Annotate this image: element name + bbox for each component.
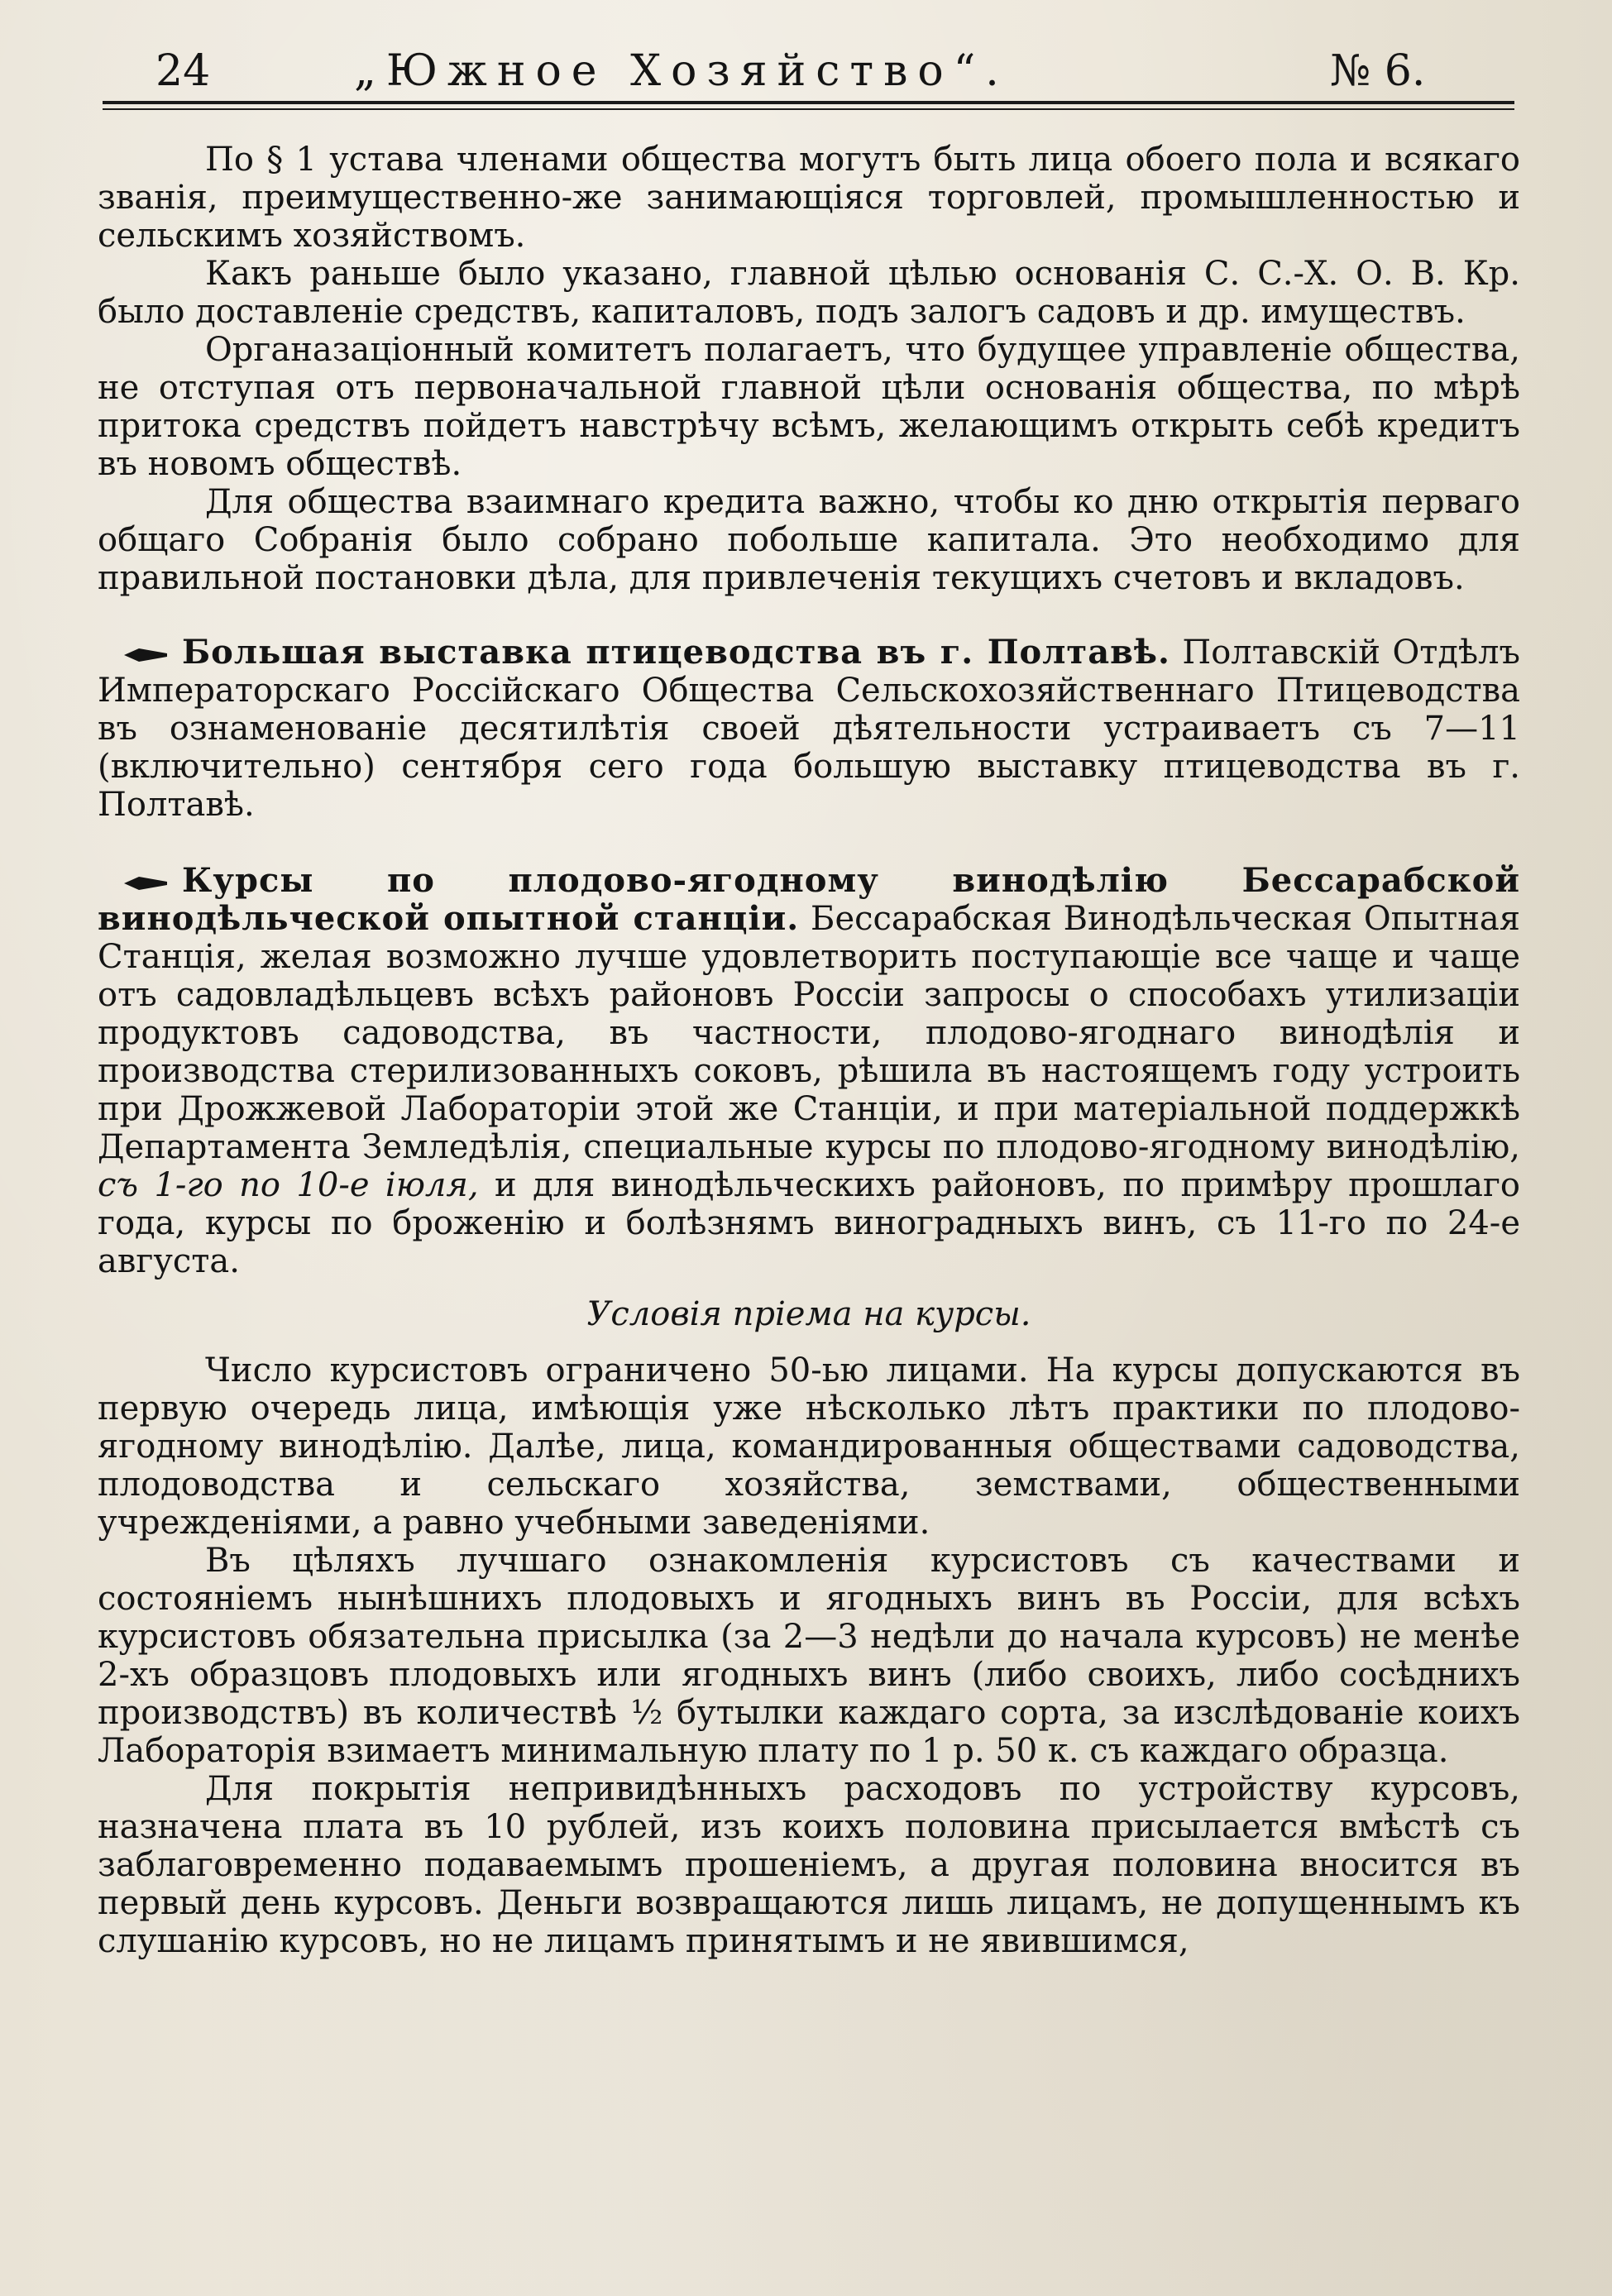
header-rule-thick	[103, 101, 1514, 104]
journal-title: „Южное Хозяйство“.	[354, 46, 1009, 96]
paragraph-conditions-samples: Въ цѣляхъ лучшаго ознакомленія курсистовъ съ качествами и состояніемъ нынѣшнихъ плодовыхъ и ягодныхъ винъ въ Россіи, для всѣхъ курсистовъ обязательна присылка (за 2—3 недѣли до начала курсовъ) не менѣе 2-хъ образцовъ плодовыхъ или ягодныхъ винъ (либо своихъ, либо сосѣднихъ производствъ) въ количествѣ ½ бутылки каждаго сорта, за изслѣдованіе коихъ Лабораторія взимаетъ минимальную плату по 1 р. 50 к. съ каждаго образца.	[98, 1542, 1520, 1770]
header-rule-thin	[103, 108, 1514, 110]
running-head	[106, 41, 1512, 103]
news-headline-poultry: Большая выставка птицеводства въ г. Полтавѣ.	[182, 633, 1170, 672]
paragraph-committee: Органазаціонный комитетъ полагаетъ, что будущее управленіе общества, не отступая отъ первоначальной главной цѣли основанія общества, по мѣрѣ притока средствъ пойдетъ навстрѣчу всѣмъ, желающимъ открыть себѣ кредитъ въ новомъ обществѣ.	[98, 331, 1520, 483]
news-text-poultry: Полтавскій Отдѣлъ Императорскаго Россійскаго Общества Сельскохозяйственнаго Птицеводства въ ознаменованіе десятилѣтія своей дѣятельности устраиваетъ съ 7—11 (включительно) сентября сего года большую выставку птицеводства въ г. Полтавѣ.	[98, 634, 1520, 824]
news-item-wine-courses	[98, 862, 1520, 1280]
news-item-poultry-exhibition	[98, 634, 1520, 824]
news-headline-courses: Курсы по плодово-ягодному винодѣлію Бессарабской винодѣльческой опытной станціи.	[98, 861, 1520, 938]
article-body	[98, 141, 1520, 1960]
pointing-hand-icon	[122, 647, 169, 663]
paragraph-membership: По § 1 устава членами общества могутъ быть лица обоего пола и всякаго званія, преимущественно-же занимающіяся торговлей, промышленностью и сельскимъ хозяйствомъ.	[98, 141, 1520, 255]
conditions-subheading: Условія пріема на курсы.	[586, 1295, 1031, 1333]
news-text-courses-dates: съ 1-го по 10-е іюля,	[98, 1166, 479, 1204]
paragraph-purpose: Какъ раньше было указано, главной цѣлью основанія С. С.-Х. О. В. Кр. было доставленіе средствъ, капиталовъ, подъ залогъ садовъ и др. имуществъ.	[98, 255, 1520, 331]
paragraph-conditions-fee: Для покрытія непривидѣнныхъ расходовъ по устройству курсовъ, назначена плата въ 10 рублей, изъ коихъ половина присылается вмѣстѣ съ заблаговременно подаваемымъ прошеніемъ, а другая половина вносится въ первый день курсовъ. Деньги возвращаются лишь лицамъ, не допущеннымъ къ слушанію курсовъ, но не лицамъ принятымъ и не явившимся,	[98, 1770, 1520, 1960]
paragraph-conditions-admission: Число курсистовъ ограничено 50-ью лицами. На курсы допускаются въ первую очередь лица, имѣющія уже нѣсколько лѣтъ практики по плодово-ягодному винодѣлію. Далѣе, лица, командированныя обществами садоводства, плодоводства и сельскаго хозяйства, земствами, общественными учрежденіями, а равно учебными заведеніями.	[98, 1351, 1520, 1542]
news-text-courses-before: Бессарабская Винодѣльческая Опытная Станція, желая возможно лучше удовлетворить поступающіе все чаще и чаще отъ садовладѣльцевъ всѣхъ районовъ Россіи запросы о способахъ утилизаціи продуктовъ садоводства, въ частности, плодово-ягоднаго винодѣлія и производства стерилизованныхъ соковъ, рѣшила въ настоящемъ году устроить при Дрожжевой Лабораторіи этой же Станціи, и при матеріальной поддержкѣ Департамента Земледѣлія, специальные курсы по плодово-ягодному винодѣлію,	[98, 900, 1521, 1166]
paragraph-capital: Для общества взаимнаго кредита важно, чтобы ко дню открытія перваго общаго Собранія было собрано побольше капитала. Это необходимо для правильной постановки дѣла, для привлеченія текущихъ счетовъ и вкладовъ.	[98, 483, 1520, 597]
issue-number: № 6.	[1330, 46, 1426, 96]
page-number: 24	[155, 46, 211, 96]
news-text-courses-after: и для винодѣльческихъ районовъ, по примѣру прошлаго года, курсы по броженію и болѣзнямъ виноградныхъ винъ, съ 11-го по 24-е августа.	[98, 1166, 1521, 1280]
pointing-hand-icon	[122, 875, 169, 892]
